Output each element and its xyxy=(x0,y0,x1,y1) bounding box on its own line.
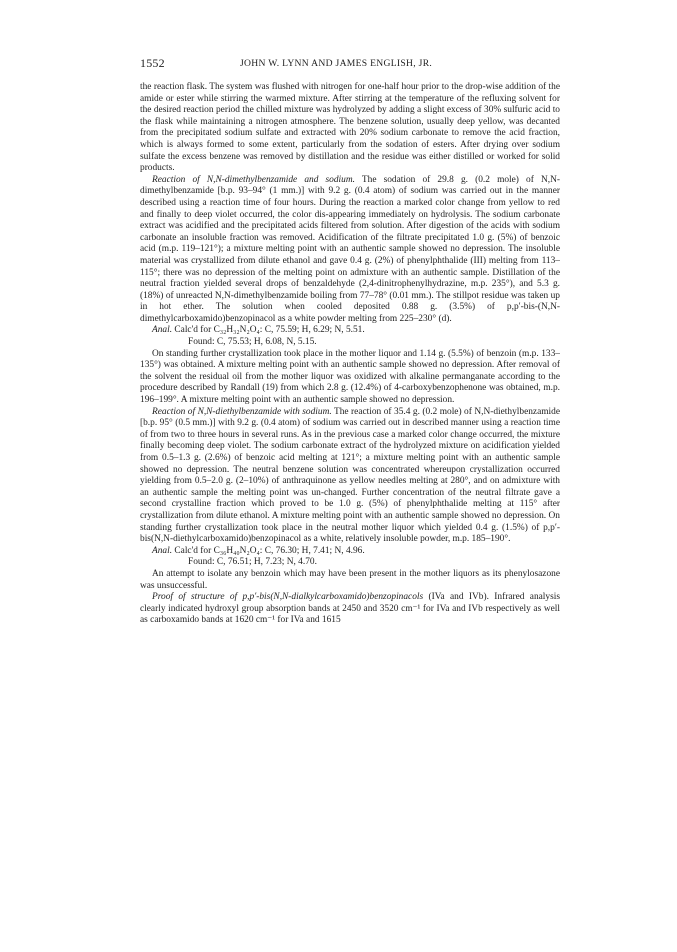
text-run: Found: C, 75.53; H, 6.08, N, 5.15. xyxy=(188,337,317,348)
text-run: The reaction of 35.4 g. (0.2 mole) of N,N-diethylbenzamide [b.p. 95° (0.5 mm.)] with 9.2 g. (0.4 atom) of sodium was carried out in described manner using a reaction time of from two to three hours in several runs. As in the previous case a marked color change occurred, the mixture finally becoming deep violet. The sodium carbonate extract of the hydrolyzed mixture on acidification yielded from 0.5–1.3 g. (2.6%) of benzoic acid melting at 121°; a mixture melting point with an authentic sample showed no depression. The neutral benzene solution was concentrated whereupon crystallization occurred yielding from 0.5–2.0 g. (2–10%) of anthraquinone as yellow needles melting at 280°, and on admixture with an authentic sample the melting point was un-changed. Further concentration of the neutral filtrate gave a second crystalline fraction which proved to be 1.0 g. (5%) of phenylphthalide melting at 115° after crystallization from dilute ethanol. A mixture melting point with an authentic sample showed no depression. On standing further crystallization took place in the neutral mother liquor which yielded 0.4 g. (1.5%) of p,p′-bis(N,N-diethylcarboxamido)benzopinacol as a white, relatively insoluble powder, m.p. 185–190°. xyxy=(140,406,560,545)
italic-run: Anal. xyxy=(152,545,173,556)
text-run: the reaction flask. The system was flushed with nitrogen for one-half hour prior to the drop-wise addition of the amide or ester while stirring the warmed mixture. After stirring at the temperature of the refluxing solvent for the desired reaction period the chilled mixture was hydrolyzed by adding a slight excess of 30% sulfuric acid to the flask while maintaining a nitrogen atmosphere. The benzene solution, usually deep yellow, was decanted from the precipitated sodium sulfate and extracted with 20% sodium carbonate to remove the acid fraction, which is always formed to some extent, particularly from the sodation of esters. After drying over sodium sulfate the excess benzene was removed by distillation and the residue was either distilled or worked for solid products. xyxy=(140,82,560,174)
text-run: The sodation of 29.8 g. (0.2 mole) of N,N-dimethylbenzamide [b.p. 93–94° (1 mm.)] with 9.2 g. (0.4 atom) of sodium was carried out in the manner described using a reaction time of four hours. During the reaction a marked color change from yellow to red and finally to deep violet occurred, the color dis-appearing immediately on hydrolysis. The sodium carbonate extract was acidified and the precipitated acids filtered from solution. After digestion of the acids with sodium carbonate an insoluble fraction was removed. Acidification of the filtrate precipitated 1.0 g. (5%) of benzoic acid (m.p. 119–121°); a mixture melting point with an authentic sample showed no depression. The insoluble material was crystallized from dilute ethanol and gave 0.4 g. (2%) of phenylphthalide (III) melting from 113–115°; there was no depression of the melting point on admixture with an authentic sample. Distillation of the neutral fraction yielded several drops of benzaldehyde (2,4-dinitrophenylhydrazine, m.p. 235°), and 5.3 g. (18%) of unreacted N,N-dimethylbenzamide boiling from 77–78° (0.01 mm.). The stillpot residue was taken up in hot ether. The solution when cooled deposited 0.88 g. (3.5%) of p,p′-bis-(N,N-dimethylcarboxamido)benzopinacol as a white powder melting from 225–230° (d). xyxy=(140,174,560,324)
italic-run: Anal. xyxy=(152,325,173,336)
paragraph xyxy=(140,557,560,569)
running-head: JOHN W. LYNN AND JAMES ENGLISH, JR. xyxy=(240,58,433,69)
paragraph xyxy=(140,407,560,546)
page-header xyxy=(140,58,560,74)
paragraph xyxy=(140,546,560,558)
italic-run: Reaction of N,N-dimethylbenzamide and sodium. xyxy=(152,174,355,185)
paragraph xyxy=(140,592,560,627)
paragraph xyxy=(140,349,560,407)
italic-run: Proof of structure of p,p′-bis(N,N-dialkylcarboxamido)benzopinacols xyxy=(152,592,424,603)
paragraph xyxy=(140,175,560,326)
paragraph xyxy=(140,325,560,337)
text-run: Found: C, 76.51; H, 7.23; N, 4.70. xyxy=(188,557,317,568)
text-run: (IVa and IVb). Infrared analysis clearly indicated hydroxyl group absorption bands at 2450 and 3520 cm⁻¹ for IVa and IVb respectively as well as carboxamido bands at 1620 cm⁻¹ for IVa and 1615 xyxy=(140,592,560,626)
text-run: An attempt to isolate any benzoin which may have been present in the mother liquors as its phenylosazone was unsuccessful. xyxy=(140,568,560,591)
text-run: On standing further crystallization took place in the mother liquor and 1.14 g. (5.5%) of benzoin (m.p. 133–135°) was obtained. A mixture melting point with an authentic sample showed no depression. After removal of the solvent the residual oil from the mother liquor was oxidized with alkaline permanganate according to the procedure described by Randall (19) from which 2.8 g. (12.4%) of 4-carboxybenzophenone was obtained, m.p. 196–199°. A mixture melting point with an authentic sample showed no depression. xyxy=(140,348,560,406)
text-run: Calc'd for C₃₆H₄₀N₂O₄: C, 76.30; H, 7.41; N, 4.96. xyxy=(172,545,365,556)
text-run: Calc'd for C₃₂H₃₂N₂O₄: C, 75.59; H, 6.29; N, 5.51. xyxy=(172,325,365,336)
paragraph xyxy=(140,337,560,349)
paragraph xyxy=(140,82,560,175)
page-number: 1552 xyxy=(140,56,165,70)
body-text xyxy=(140,82,560,627)
italic-run: Reaction of N,N-diethylbenzamide with sodium. xyxy=(152,406,332,417)
paragraph xyxy=(140,569,560,592)
